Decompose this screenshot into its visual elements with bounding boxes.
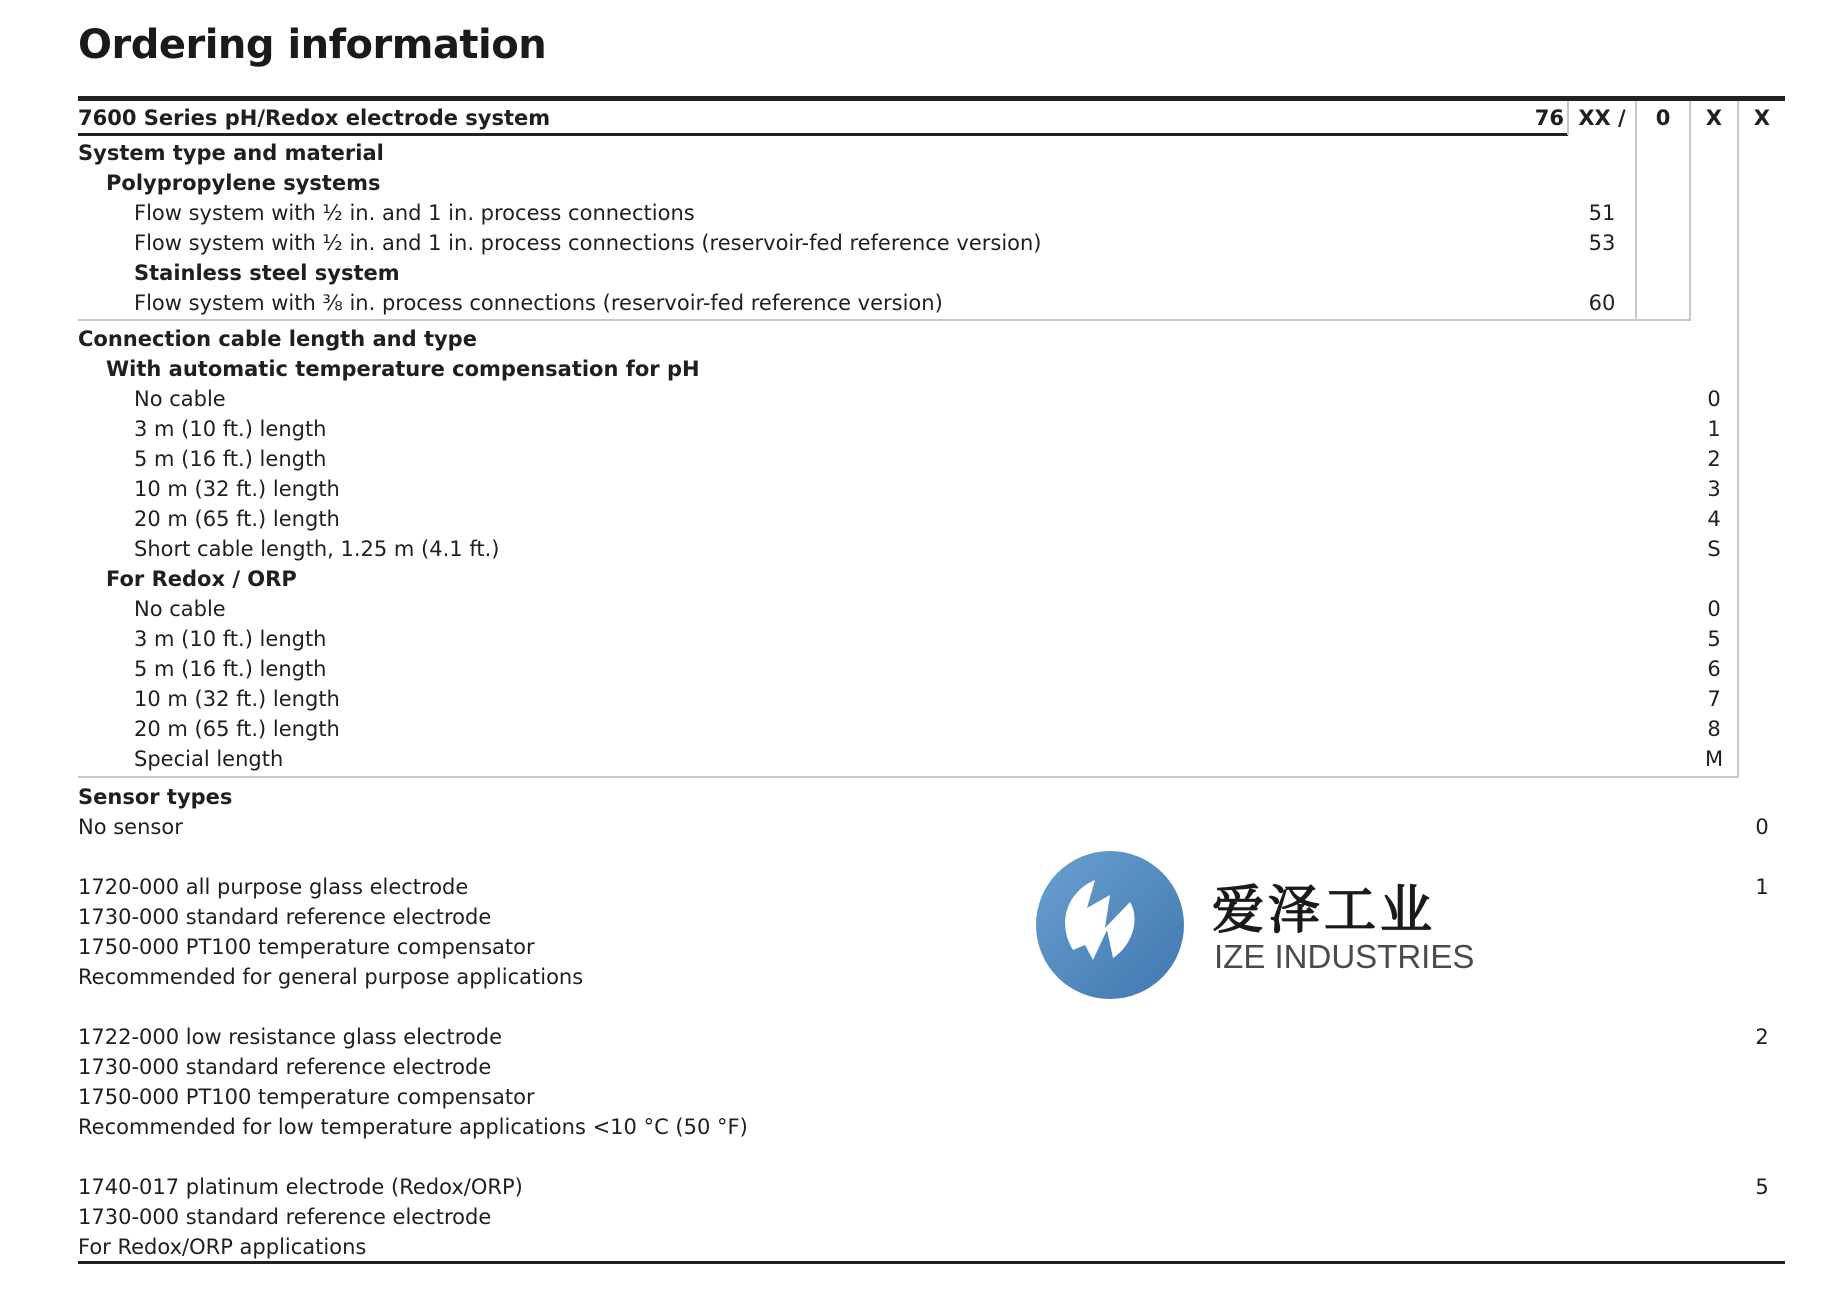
table-row <box>0 474 1827 504</box>
page-title: Ordering information <box>78 22 547 68</box>
subsection-heading: Polypropylene systems <box>106 171 381 195</box>
option-code: 7 <box>1707 687 1721 711</box>
option-label: 3 m (10 ft.) length <box>134 417 327 441</box>
option-label: Flow system with ½ in. and 1 in. process connections <box>134 201 695 225</box>
sensor-line: No sensor <box>78 815 183 839</box>
option-code: 2 <box>1707 447 1721 471</box>
section-heading: Connection cable length and type <box>78 327 477 351</box>
subsection-heading-row <box>0 354 1827 384</box>
section-heading: Sensor types <box>78 785 233 809</box>
top-rule <box>78 96 1785 101</box>
table-row <box>0 744 1827 774</box>
table-row <box>0 228 1827 258</box>
table-row <box>0 1052 1827 1082</box>
section-heading-row <box>0 324 1827 354</box>
sensor-line: 1720-000 all purpose glass electrode <box>78 875 469 899</box>
option-code: 4 <box>1707 507 1721 531</box>
section-system-bottom-rule <box>78 319 1690 321</box>
sensor-line: Recommended for general purpose applications <box>78 965 584 989</box>
option-code: 8 <box>1707 717 1721 741</box>
option-label: 20 m (65 ft.) length <box>134 507 340 531</box>
option-label: Flow system with ⅜ in. process connections (reservoir-fed reference version) <box>134 291 943 315</box>
option-label: 10 m (32 ft.) length <box>134 687 340 711</box>
option-code: 60 <box>1588 291 1616 315</box>
section-heading-row <box>0 138 1827 168</box>
table-row <box>0 288 1827 318</box>
subsection-heading: With automatic temperature compensation for pH <box>106 357 700 381</box>
table-row <box>0 654 1827 684</box>
table-row <box>0 1172 1827 1202</box>
header-code-0: 0 <box>1655 106 1671 130</box>
option-code: M <box>1704 747 1724 771</box>
table-row <box>0 812 1827 842</box>
section-heading-row <box>0 782 1827 812</box>
option-label: No cable <box>134 387 226 411</box>
option-label: Flow system with ½ in. and 1 in. process connections (reservoir-fed reference version) <box>134 231 1042 255</box>
option-label: 20 m (65 ft.) length <box>134 717 340 741</box>
table-row <box>0 384 1827 414</box>
watermark-chinese: 爱泽工业 <box>1212 881 1437 941</box>
section-cable-bottom-rule <box>78 776 1738 778</box>
table-row <box>0 1082 1827 1112</box>
option-label: 5 m (16 ft.) length <box>134 657 327 681</box>
table-row <box>0 962 1827 992</box>
option-code: 0 <box>1755 815 1769 839</box>
option-label: 5 m (16 ft.) length <box>134 447 327 471</box>
option-code: 2 <box>1755 1025 1769 1049</box>
col-divider-76 <box>1567 101 1569 135</box>
header-underline <box>78 133 1568 136</box>
sensor-line: For Redox/ORP applications <box>78 1235 367 1259</box>
table-row <box>0 504 1827 534</box>
table-row <box>0 624 1827 654</box>
table-row <box>0 198 1827 228</box>
table-row <box>0 714 1827 744</box>
table-row <box>0 932 1827 962</box>
subsection-heading-row <box>0 168 1827 198</box>
option-label: 3 m (10 ft.) length <box>134 627 327 651</box>
option-code: 0 <box>1707 597 1721 621</box>
table-row <box>0 684 1827 714</box>
header-code-xx: XX / <box>1578 106 1626 130</box>
subsection-heading-row <box>0 564 1827 594</box>
subsection-heading-row <box>0 258 1827 288</box>
header-code-x1: X <box>1705 106 1723 130</box>
table-row <box>0 1202 1827 1232</box>
header-code-76: 76 <box>1534 106 1564 130</box>
option-code: 3 <box>1707 477 1721 501</box>
header-code-x2: X <box>1753 106 1771 130</box>
option-code: 5 <box>1707 627 1721 651</box>
option-code: S <box>1707 537 1721 561</box>
option-label: Short cable length, 1.25 m (4.1 ft.) <box>134 537 500 561</box>
option-code: 1 <box>1755 875 1769 899</box>
sensor-line: 1750-000 PT100 temperature compensator <box>78 935 535 959</box>
watermark-english: IZE INDUSTRIES <box>1214 938 1475 975</box>
option-code: 51 <box>1588 201 1616 225</box>
sensor-line: 1722-000 low resistance glass electrode <box>78 1025 502 1049</box>
table-row <box>0 1112 1827 1142</box>
option-code: 5 <box>1755 1175 1769 1199</box>
table-row <box>0 1232 1827 1262</box>
option-code: 0 <box>1707 387 1721 411</box>
table-row <box>0 534 1827 564</box>
table-row <box>0 1022 1827 1052</box>
table-row <box>0 414 1827 444</box>
option-code: 6 <box>1707 657 1721 681</box>
sensor-line: 1730-000 standard reference electrode <box>78 1055 492 1079</box>
ize-logo-icon <box>1035 850 1185 1000</box>
sensor-line: 1730-000 standard reference electrode <box>78 905 492 929</box>
subsection-heading: Stainless steel system <box>134 261 400 285</box>
option-label: No cable <box>134 597 226 621</box>
sensor-line: Recommended for low temperature applications <10 °C (50 °F) <box>78 1115 748 1139</box>
table-row <box>0 902 1827 932</box>
option-code: 53 <box>1588 231 1616 255</box>
option-code: 1 <box>1707 417 1721 441</box>
sensor-line: 1750-000 PT100 temperature compensator <box>78 1085 535 1109</box>
table-row <box>0 444 1827 474</box>
option-label: Special length <box>134 747 284 771</box>
sensor-line: 1730-000 standard reference electrode <box>78 1205 492 1229</box>
table-row <box>0 872 1827 902</box>
sensor-line: 1740-017 platinum electrode (Redox/ORP) <box>78 1175 523 1199</box>
subsection-heading: For Redox / ORP <box>106 567 297 591</box>
table-row <box>0 594 1827 624</box>
option-label: 10 m (32 ft.) length <box>134 477 340 501</box>
header-label: 7600 Series pH/Redox electrode system <box>78 106 551 130</box>
section-heading: System type and material <box>78 141 384 165</box>
